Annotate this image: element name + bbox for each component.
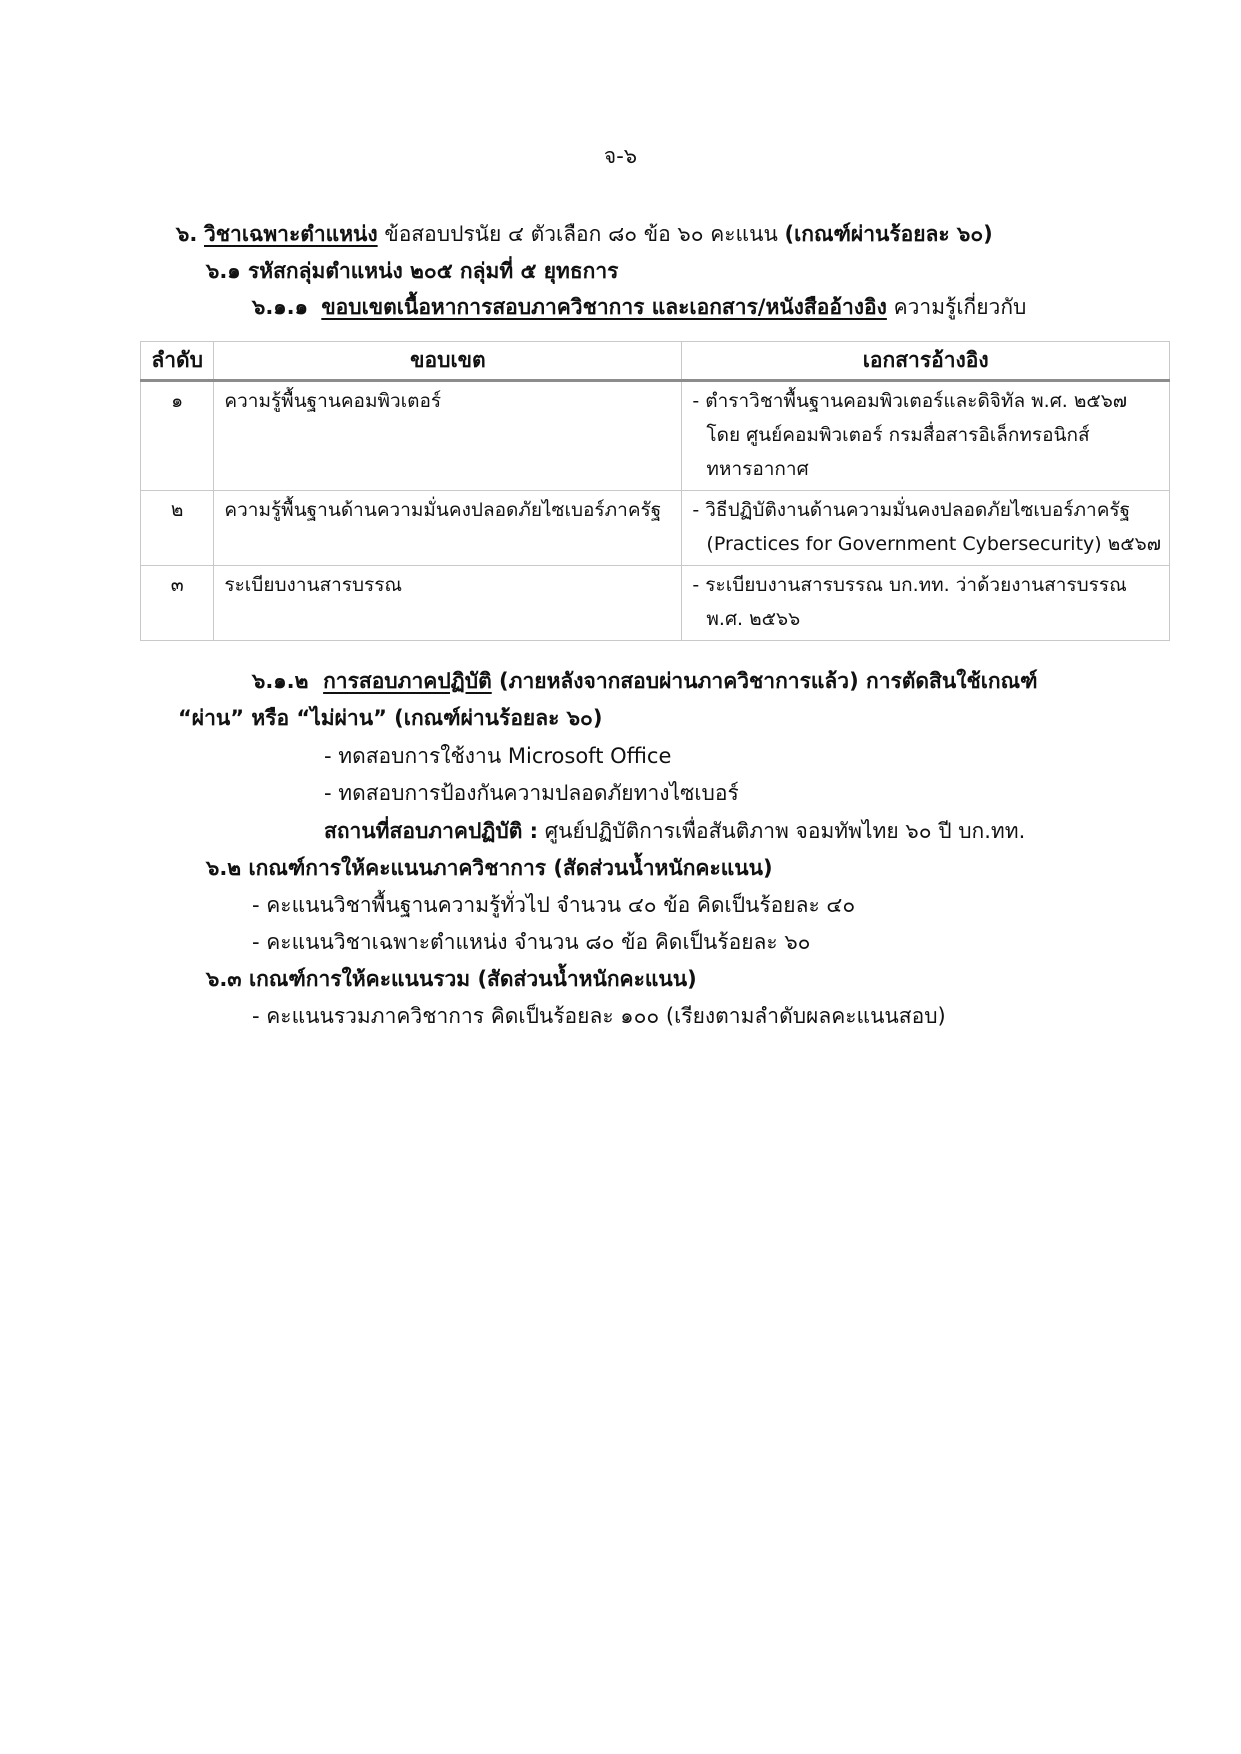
table-row (141, 381, 1170, 491)
row-number: ๑ (141, 381, 214, 491)
reference-line: พ.ศ. ๒๕๖๖ (706, 608, 801, 630)
row-scope: ระเบียบงานสารบรรณ (214, 566, 682, 641)
score-item: - คะแนนรวมภาควิชาการ คิดเป็นร้อยละ ๑๐๐ (เรียงตามลำดับผลคะแนนสอบ) (252, 1004, 946, 1028)
section-6-description: ข้อสอบปรนัย ๔ ตัวเลือก ๘๐ ข้อ ๖๐ คะแนน (384, 222, 778, 246)
reference-line: - ระเบียบงานสารบรรณ บก.ทท. ว่าด้วยงานสารบรรณ (692, 574, 1127, 596)
row-reference (682, 381, 1170, 491)
section-6-title: วิชาเฉพาะตำแหน่ง (204, 222, 378, 246)
table-header-row (141, 342, 1170, 381)
reference-line: - ตำราวิชาพื้นฐานคอมพิวเตอร์และดิจิทัล พ.ศ. ๒๕๖๗ (692, 390, 1128, 412)
practical-location (324, 815, 1025, 848)
section-6-criteria: (เกณฑ์ผ่านร้อยละ ๖๐) (784, 222, 993, 246)
table-row (141, 491, 1170, 566)
header-reference: เอกสารอ้างอิง (682, 342, 1170, 381)
section-6-2-heading: ๖.๒ เกณฑ์การให้คะแนนภาควิชาการ (สัดส่วนน้ำหนักคะแนน) (206, 856, 773, 880)
header-order: ลำดับ (141, 342, 214, 381)
section-6-number: ๖. (176, 222, 198, 246)
section-6-1-heading: ๖.๑ รหัสกลุ่มตำแหน่ง ๒๐๕ กลุ่มที่ ๕ ยุทธการ (206, 259, 619, 283)
row-number: ๓ (141, 566, 214, 641)
score-item: - คะแนนวิชาพื้นฐานความรู้ทั่วไป จำนวน ๔๐ ข้อ คิดเป็นร้อยละ ๔๐ (252, 893, 856, 917)
row-scope: ความรู้พื้นฐานคอมพิวเตอร์ (214, 381, 682, 491)
section-6-1-2-line1-rest: (ภายหลังจากสอบผ่านภาควิชาการแล้ว) การตัดสินใช้เกณฑ์ (499, 669, 1038, 693)
section-6-1-2-line2: “ผ่าน” หรือ “ไม่ผ่าน” (เกณฑ์ผ่านร้อยละ ๖๐) (178, 706, 603, 730)
location-value: ศูนย์ปฏิบัติการเพื่อสันติภาพ จอมทัพไทย ๖๐ ปี บก.ทท. (544, 819, 1026, 843)
score-item: - คะแนนวิชาเฉพาะตำแหน่ง จำนวน ๘๐ ข้อ คิดเป็นร้อยละ ๖๐ (252, 930, 811, 954)
reference-line: ทหารอากาศ (706, 458, 809, 480)
section-6-1-2-heading (252, 665, 1038, 698)
section-6-1-1-title: ขอบเขตเนื้อหาการสอบภาควิชาการ และเอกสาร/หนังสืออ้างอิง (321, 295, 887, 319)
section-6-1-2-number: ๖.๑.๒ (252, 669, 309, 693)
section-6-1-1-description: ความรู้เกี่ยวกับ (893, 295, 1027, 319)
practical-item: - ทดสอบการป้องกันความปลอดภัยทางไซเบอร์ (324, 781, 739, 805)
section-6-3-heading: ๖.๓ เกณฑ์การให้คะแนนรวม (สัดส่วนน้ำหนักคะแนน) (206, 967, 697, 991)
table-row (141, 566, 1170, 641)
practical-item: - ทดสอบการใช้งาน Microsoft Office (324, 744, 672, 768)
section-6-1-2-title: การสอบภาคปฏิบัติ (323, 669, 492, 693)
row-number: ๒ (141, 491, 214, 566)
reference-line: (Practices for Government Cybersecurity) ๒๕๖๗ (706, 533, 1161, 555)
row-reference (682, 491, 1170, 566)
reference-line: - วิธีปฏิบัติงานด้านความมั่นคงปลอดภัยไซเบอร์ภาครัฐ (692, 499, 1131, 521)
section-6-1-1-number: ๖.๑.๑ (252, 295, 308, 319)
section-6-1-1-heading (252, 291, 1026, 324)
header-scope: ขอบเขต (214, 342, 682, 381)
page-number: จ-๖ (603, 144, 638, 168)
row-reference (682, 566, 1170, 641)
row-scope: ความรู้พื้นฐานด้านความมั่นคงปลอดภัยไซเบอร์ภาครัฐ (214, 491, 682, 566)
section-6-heading (176, 218, 993, 251)
reference-line: โดย ศูนย์คอมพิวเตอร์ กรมสื่อสารอิเล็กทรอนิกส์ (706, 424, 1090, 446)
reference-table (140, 341, 1170, 641)
location-label: สถานที่สอบภาคปฏิบัติ : (324, 819, 539, 843)
